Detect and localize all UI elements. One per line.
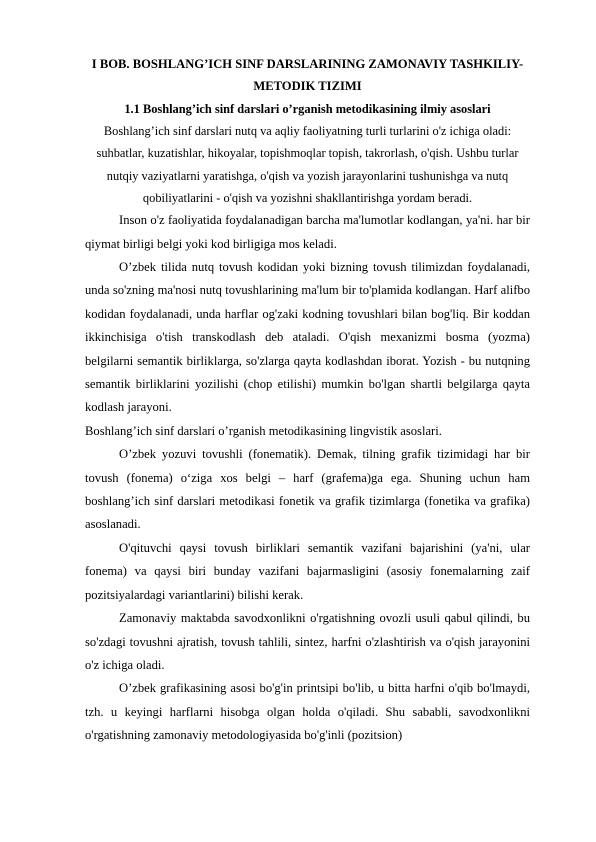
- body-paragraph: O’zbek tilida nutq tovush kodidan yoki bizning tovush tilimizdan foydalanadi, unda so'zning ma'nosi nutq tovushlarining ma'lum bir to'plamida kodlangan. Harf alifbo kodidan foydalanadi, unda harflar og'zaki kodning tovushlari bilan bog'liq. Bir koddan ikkinchisiga o'tish transkodlash deb ataladi. O'qish mexanizmi bosma (yozma) belgilarni semantik birliklarga, so'zlarga qayta kodlashdan iborat. Yozish - bu nutqning semantik birliklarini yozilishi (chop etilishi) mumkin bo'lgan shartli belgilarga qayta kodlash jarayoni.: [85, 260, 530, 415]
- intro-paragraph: Boshlang’ich sinf darslari nutq va aqliy faoliyatning turli turlarini o'z ichiga oladi: suhbatlar, kuzatishlar, hikoyalar, topishmoqlar topish, takrorlash, o'qish. Ushbu turlar nutqiy vaziyatlarni yaratishga, o'qish va yozish jarayonlarini tushunishga va nutq qobiliyatlarini - o'qish va yozishni shakllantirishga yordam beradi.: [96, 124, 519, 205]
- body-paragraph: Zamonaviy maktabda savodxonlikni o'rgatishning ovozli usuli qabul qilindi, bu so'zdagi tovushni ajratish, tovush tahlili, sintez, harfni o'zlashtirish va o'qish jarayonini o'z ichiga oladi.: [85, 611, 530, 672]
- body-paragraph: O’zbek yozuvi tovushli (fonematik). Demak, tilning grafik tizimidagi har bir tovush (fonema) o‘ziga xos belgi – harf (grafema)ga ega. Shuning uchun ham boshlang’ich sinf darslari metodikasi fonetik va grafik tizimlarga (fonetika va grafika) asoslanadi.: [85, 447, 530, 532]
- chapter-title: I BOB. BOSHLANG’ICH SINF DARSLARINING ZAMONAVIY TASHKILIY-METODIK TIZIMI: [91, 57, 524, 93]
- section-title: 1.1 Boshlang’ich sinf darslari o’rganish metodikasining ilmiy asoslari: [124, 102, 491, 116]
- document-page: [85, 54, 530, 748]
- body-paragraph: O'qituvchi qaysi tovush birliklari semantik vazifani bajarishini (ya'ni, ular fonema) va qaysi biri bunday vazifani bajarmasligini (asosiy fonemalarning zaif pozitsiyalardagi variantlarini) bilishi kerak.: [85, 540, 530, 602]
- subheading-line: Boshlang’ich sinf darslari o’rganish metodikasining lingvistik asoslari.: [85, 423, 442, 438]
- body-paragraph: Inson o'z faoliyatida foydalanadigan barcha ma'lumotlar kodlangan, ya'ni. har bir qiymat birligi belgi yoki kod birligiga mos keladi.: [85, 213, 530, 251]
- body-paragraph: O’zbek grafikasining asosi bo'g'in printsipi bo'lib, u bitta harfni o'qib bo'lmaydi, tzh. u keyingi harflarni hisobga olgan holda o'qiladi. Shu sababli, savodxonlikni o'rgatishning zamonaviy metodologiyasida bo'g'inli (pozitsion): [85, 681, 530, 743]
